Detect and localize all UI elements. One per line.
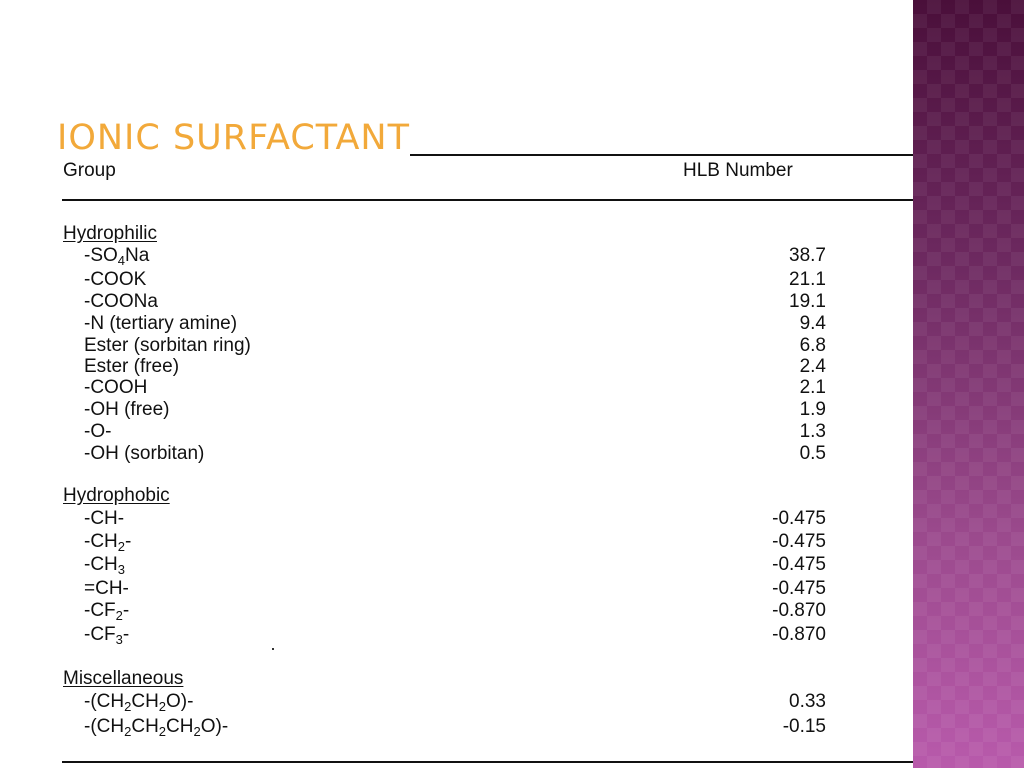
hlb-value-cell: 1.3	[799, 421, 826, 442]
group-cell: $-SO_4Na$	[84, 245, 150, 268]
group-cell: $-CF_3-$	[84, 624, 130, 647]
group-cell: $-CH_2-$	[84, 531, 132, 554]
group-cell: Ester (sorbitan ring)	[84, 335, 251, 356]
hlb-value-cell: -0.475	[772, 531, 826, 552]
hlb-value-cell: 2.4	[799, 356, 826, 377]
slide-title: IONIC SURFACTANT	[57, 118, 410, 158]
hlb-value-cell: 21.1	[789, 269, 826, 290]
group-cell: -CH-	[84, 508, 125, 529]
table-top-rule	[410, 154, 913, 156]
hlb-value-cell: 0.5	[799, 443, 826, 464]
group-column-header: Group	[63, 160, 116, 181]
group-cell: -COONa	[84, 291, 158, 312]
hlb-value-cell: -0.475	[772, 508, 826, 529]
hlb-value-cell: -0.870	[772, 624, 826, 645]
hlb-value-cell: 9.4	[799, 313, 826, 334]
hlb-value-cell: 38.7	[789, 245, 826, 266]
group-cell: $-CF_2-$	[84, 600, 130, 623]
header-bottom-rule	[62, 199, 913, 201]
group-cell: -OH (sorbitan)	[84, 443, 205, 464]
decorative-side-band	[913, 0, 1024, 768]
section-heading-hydrophilic: Hydrophilic	[63, 223, 157, 244]
group-cell: -COOH	[84, 377, 148, 398]
hlb-value-cell: 6.8	[799, 335, 826, 356]
group-cell: -O-	[84, 421, 112, 442]
hlb-value-cell: 1.9	[799, 399, 826, 420]
hlb-column-header: HLB Number	[683, 160, 793, 181]
hlb-value-cell: -0.870	[772, 600, 826, 621]
group-cell: -N (tertiary amine)	[84, 313, 238, 334]
group-cell: $-CH_3$	[84, 554, 126, 577]
hlb-value-cell: -0.475	[772, 578, 826, 599]
hlb-value-cell: -0.475	[772, 554, 826, 575]
section-heading-hydrophobic: Hydrophobic	[63, 485, 170, 506]
group-cell: -OH (free)	[84, 399, 170, 420]
group-cell: $-(CH_2CH_2O)-$	[84, 691, 194, 714]
hlb-value-cell: 19.1	[789, 291, 826, 312]
group-cell: Ester (free)	[84, 356, 180, 377]
table-bottom-rule	[62, 761, 913, 763]
group-cell: =CH-	[84, 578, 129, 599]
hlb-value-cell: -0.15	[782, 716, 826, 737]
group-cell: $-(CH_2CH_2CH_2O)-$	[84, 716, 229, 739]
hlb-value-cell: 0.33	[789, 691, 826, 712]
group-cell: -COOK	[84, 269, 147, 290]
hlb-value-cell: 2.1	[799, 377, 826, 398]
scan-speck	[272, 648, 274, 650]
section-heading-miscellaneous: Miscellaneous	[63, 668, 184, 689]
